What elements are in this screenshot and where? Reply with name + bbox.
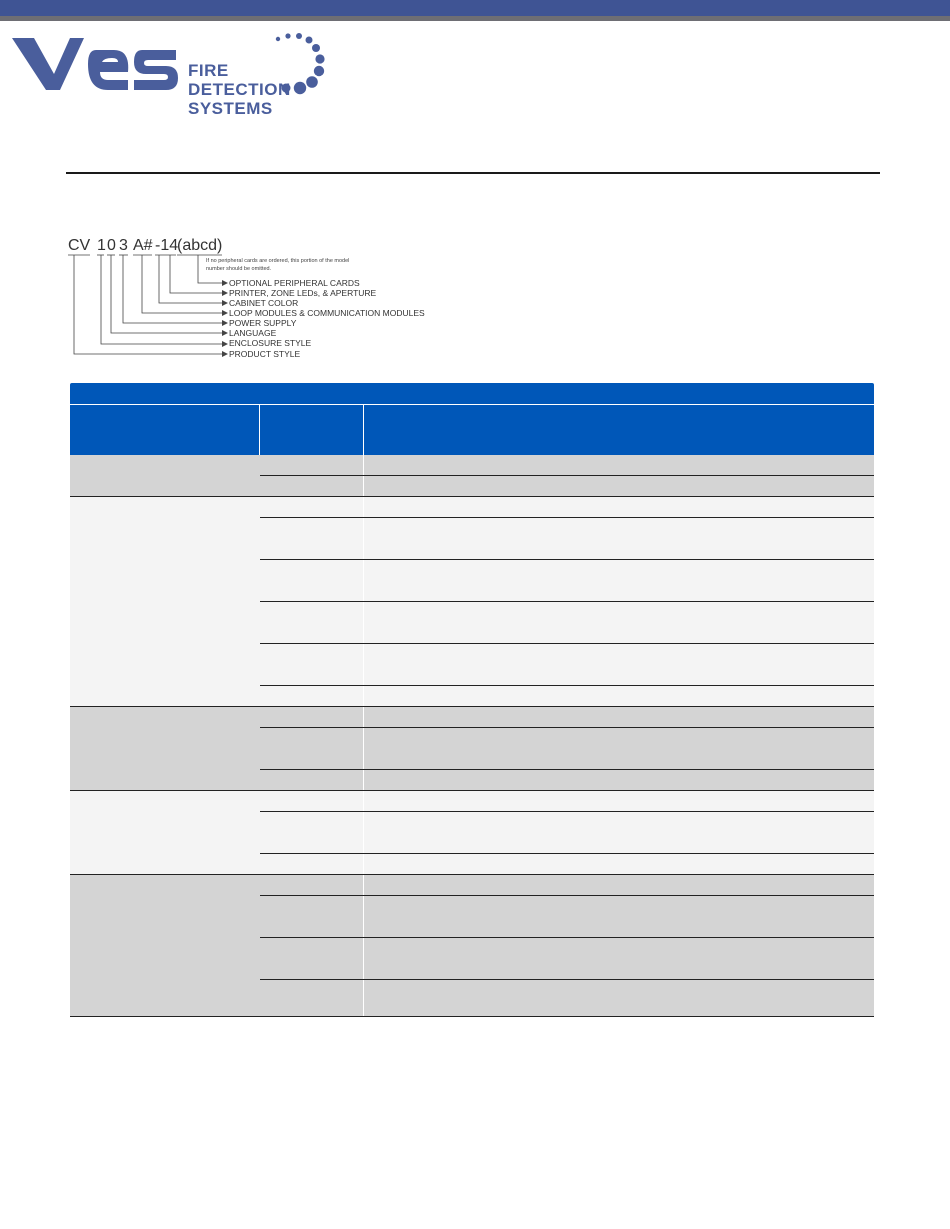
code-loop-modules: A# — [133, 237, 153, 254]
code-language: 0 — [107, 237, 116, 254]
table-cell-description — [364, 476, 874, 497]
table-cell-code — [260, 497, 363, 518]
table-row — [260, 728, 874, 749]
table-row — [260, 833, 874, 854]
table-row — [260, 896, 874, 917]
table-cell-code — [260, 644, 363, 665]
code-power-supply: 3 — [119, 237, 128, 254]
table-cell-code — [260, 833, 363, 854]
table-cell-description — [364, 938, 874, 959]
table-cell-description — [364, 455, 874, 476]
table-cell-description — [364, 518, 874, 539]
table-group-cell — [70, 875, 260, 1017]
table-cell-code — [260, 455, 363, 476]
table-group-cell — [70, 497, 260, 707]
table-row — [260, 581, 874, 602]
table-row-divider — [260, 1016, 874, 1017]
table-cell-code — [260, 728, 363, 749]
legend-printer-zone-leds: PRINTER, ZONE LEDs, & APERTURE — [229, 288, 377, 298]
table-title-bar — [70, 383, 874, 404]
table-cell-code — [260, 602, 363, 623]
table-cell-code — [260, 854, 363, 875]
section-divider — [66, 172, 880, 174]
table-cell-code — [260, 581, 363, 602]
table-row — [260, 644, 874, 665]
table-cell-description — [364, 959, 874, 980]
table-row — [260, 812, 874, 833]
table-cell-description — [364, 728, 874, 749]
table-row — [260, 560, 874, 581]
table-cell-description — [364, 896, 874, 917]
header-bar — [0, 0, 950, 16]
table-cell-description — [364, 875, 874, 896]
table-row — [260, 980, 874, 1017]
table-group-cell — [70, 791, 260, 875]
legend-loop-modules: LOOP MODULES & COMMUNICATION MODULES — [229, 308, 425, 318]
code-product-style: CV — [68, 237, 91, 254]
table-group-divider — [70, 1016, 260, 1017]
table-cell-description — [364, 833, 874, 854]
table-row — [260, 791, 874, 812]
table-row — [260, 770, 874, 791]
table-cell-code — [260, 770, 363, 791]
legend-product-style: PRODUCT STYLE — [229, 349, 301, 359]
code-peripheral-cards: (abcd) — [177, 237, 223, 254]
table-cell-description — [364, 854, 874, 875]
legend-cabinet-color: CABINET COLOR — [229, 298, 299, 308]
table-cell-description — [364, 644, 874, 665]
table-row — [260, 476, 874, 497]
table-cell-description — [364, 497, 874, 518]
table-row — [260, 938, 874, 959]
logo-word: SYSTEMS — [188, 99, 273, 118]
table-cell-code — [260, 875, 363, 896]
ves-logo — [10, 28, 340, 118]
column-header-category — [70, 405, 259, 455]
logo-word: DETECTION — [188, 80, 291, 99]
table-cell-description — [364, 602, 874, 623]
table-cell-description — [364, 623, 874, 644]
table-cell-description — [364, 770, 874, 791]
table-cell-description — [364, 917, 874, 938]
table-cell-description — [364, 665, 874, 686]
table-row — [260, 539, 874, 560]
table-cell-code — [260, 749, 363, 770]
header-accent-bar — [0, 16, 950, 21]
table-cell-code — [260, 686, 363, 707]
logo-word: FIRE — [188, 61, 229, 80]
table-cell-code — [260, 791, 363, 812]
table-cell-code — [260, 917, 363, 938]
table-cell-code — [260, 665, 363, 686]
table-cell-description — [364, 707, 874, 728]
column-header-code — [260, 405, 363, 455]
table-cell-code — [260, 938, 363, 959]
table-cell-code — [260, 812, 363, 833]
code-cabinet-printer: -14 — [155, 237, 179, 254]
table-row — [260, 686, 874, 707]
table-cell-code — [260, 896, 363, 917]
table-row — [260, 854, 874, 875]
model-number-diagram — [66, 236, 466, 366]
table-cell-code — [260, 560, 363, 581]
table-cell-description — [364, 791, 874, 812]
table-cell-code — [260, 476, 363, 497]
legend-enclosure-style: ENCLOSURE STYLE — [229, 338, 312, 348]
table-row — [260, 707, 874, 728]
table-cell-code — [260, 707, 363, 728]
table-group-cell — [70, 707, 260, 791]
logo-wordmark — [188, 61, 308, 118]
table-cell-description — [364, 749, 874, 770]
table-group-cell — [70, 455, 260, 497]
code-enclosure-style: 1 — [97, 237, 106, 254]
table-cell-description — [364, 560, 874, 581]
peripheral-cards-note: If no peripheral cards are ordered, this portion of the model number should be omitted. — [206, 258, 350, 272]
table-row — [260, 623, 874, 644]
table-cell-description — [364, 812, 874, 833]
table-cell-code — [260, 518, 363, 539]
table-cell-code — [260, 539, 363, 560]
column-header-description — [364, 405, 874, 455]
table-row — [260, 959, 874, 980]
table-cell-description — [364, 539, 874, 560]
table-row — [260, 875, 874, 896]
table-cell-description — [364, 686, 874, 707]
table-cell-description — [364, 581, 874, 602]
table-row — [260, 917, 874, 938]
table-row — [260, 497, 874, 518]
legend-power-supply: POWER SUPPLY — [229, 318, 297, 328]
table-cell-code — [260, 623, 363, 644]
table-row — [260, 455, 874, 476]
table-row — [260, 518, 874, 539]
table-cell-description — [364, 980, 874, 1017]
table-cell-code — [260, 959, 363, 980]
table-row — [260, 665, 874, 686]
legend-optional-peripheral-cards: OPTIONAL PERIPHERAL CARDS — [229, 278, 360, 288]
table-row — [260, 749, 874, 770]
table-row — [260, 602, 874, 623]
table-cell-code — [260, 980, 363, 1017]
legend-language: LANGUAGE — [229, 328, 277, 338]
